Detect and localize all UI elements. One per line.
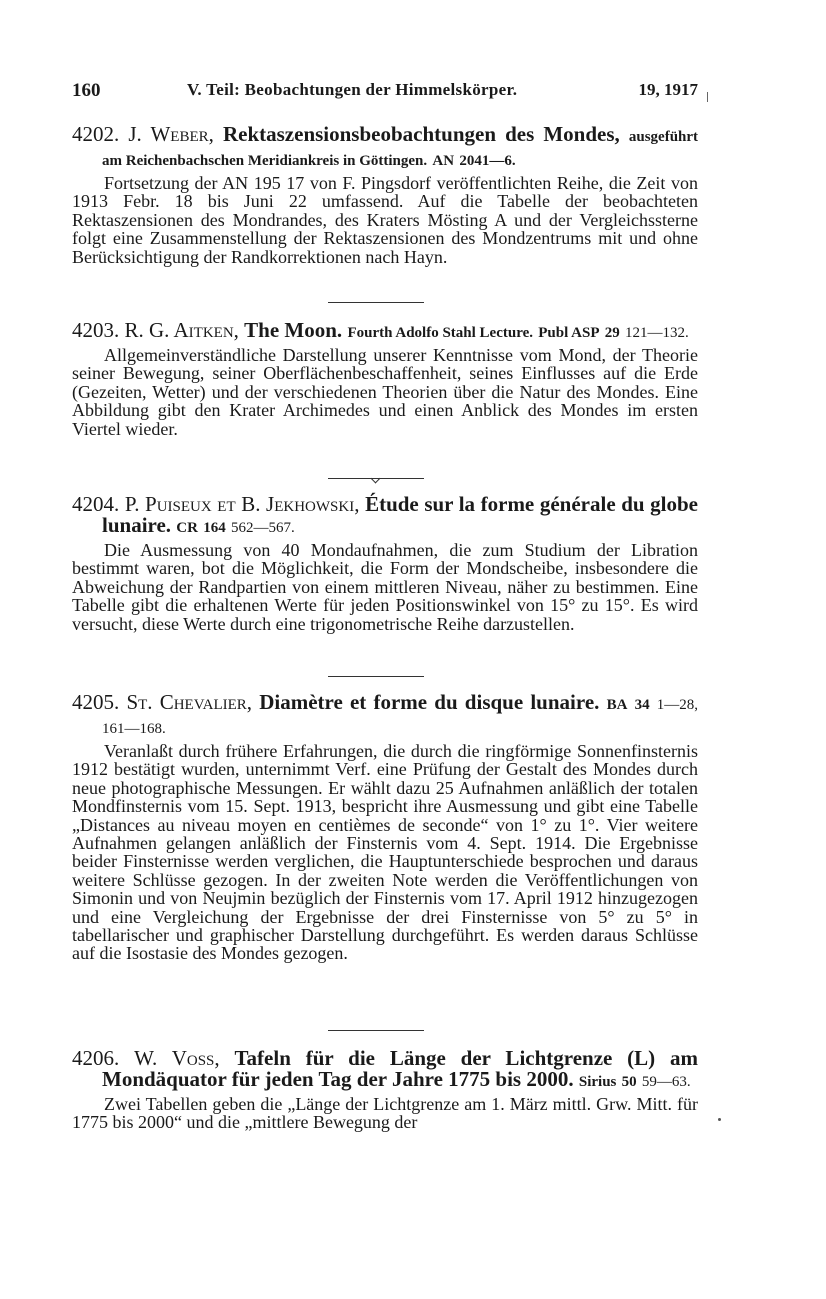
entry-4205 <box>72 692 698 963</box>
entry-abstract: Allgemeinverständliche Darstellung unserer Kenntnisse vom Mond, der Theorie seiner Bewegung, seiner Oberflächenbeschaffenheit, seines Einflusses auf die Erde (Gezeiten, Wetter) und der verschiedenen Theorien über die Natur des Mondes. Eine Abbildung gibt den Krater Archimedes und einen Anblick des Mondes im ersten Viertel wieder. <box>72 345 698 439</box>
entry-ref-journal: Sirius <box>578 1074 617 1090</box>
separator-rule <box>328 1030 424 1031</box>
entry-abstract: Veranlaßt durch frühere Erfahrungen, die durch die ringförmige Sonnenfinsternis 1912 bestätigt wurden, unternimmt Verf. eine Prüfung der Gestalt des Mondes durch neue photographische Messungen. Er wählt dazu 25 Aufnahmen anläßlich der totalen Mondfinsternis vom 15. Sept. 1913, bespricht ihre Ausmessung und gibt eine Tabelle „Distances au niveau moyen en centièmes de seconde“ von 1° zu 1°. Vier weitere Aufnahmen gelangen anläßlich der Finsternis vom 4. Sept. 1914. Die Ergebnisse beider Finsternisse werden verglichen, die Hauptunterschiede besprochen und daraus weitere Schlüsse gezogen. In der zweiten Note werden die Veröffentlichungen von Simonin und von Neujmin bezüglich der Finsternis vom 17. April 1912 hinzugezogen und eine Vergleichung der Ergebnisse der drei Finsternisse von 5° zu 5° in tabellarischer und graphischer Darstellung durchgeführt. Es werden daraus Schlüsse auf die Isostasie des Mondes gezogen. <box>72 741 698 964</box>
entry-abstract: Zwei Tabellen geben die „Länge der Lichtgrenze am 1. März mittl. Grw. Mitt. für 1775 bis 2000“ und die „mittlere Bewegung der <box>72 1094 698 1133</box>
volume-year: 19, 1917 <box>638 80 698 99</box>
separator-rule <box>328 302 424 303</box>
entry-heading <box>72 1048 698 1093</box>
entry-ref-journal: CR <box>176 520 198 536</box>
entry-ref-volume: 164 <box>203 520 226 536</box>
entry-4204 <box>72 494 698 633</box>
entry-ref-volume: 34 <box>634 697 650 713</box>
entry-ref-pages: 562—567. <box>230 520 295 536</box>
entry-title: Étude sur la forme générale du globe lunaire. <box>102 492 699 537</box>
entry-ref-volume: 50 <box>621 1074 637 1090</box>
entry-number: 4203. <box>72 318 120 342</box>
page-number: 160 <box>72 80 101 101</box>
entry-title: Rektaszensionsbeobachtungen des Mondes, <box>222 122 620 146</box>
entry-heading <box>72 124 698 172</box>
entry-heading <box>72 692 698 740</box>
entry-number: 4204. <box>72 492 120 516</box>
entry-heading <box>72 494 698 539</box>
entry-ref-volume: 204 <box>459 153 482 169</box>
entry-title: Tafeln für die Länge der Lichtgrenze (L) am Mondäquator für jeden Tag der Jahre 1775 bis 2000. <box>102 1046 699 1091</box>
entry-ref-pages: 121—132. <box>625 325 689 341</box>
entry-author: J. Weber, <box>128 122 214 146</box>
entry-4202 <box>72 124 698 266</box>
entry-number: 4202. <box>72 122 120 146</box>
entry-4206 <box>72 1048 698 1132</box>
entry-ref-journal: Publ ASP <box>538 325 600 341</box>
stray-ink-mark <box>718 1118 721 1121</box>
separator-rule <box>328 478 424 479</box>
entry-ref-pages: 1—28, 161—168. <box>102 697 699 737</box>
entry-author: P. Puiseux et B. Jekhowski, <box>124 492 360 516</box>
running-title: V. Teil: Beobachtungen der Himmelskörper. <box>187 80 518 99</box>
entry-author: R. G. Aitken, <box>124 318 239 342</box>
entry-number: 4206. <box>72 1046 120 1070</box>
entry-title: The Moon. <box>244 318 343 342</box>
entry-author: W. Voss, <box>134 1046 220 1070</box>
entry-title: Diamètre et forme du disque lunaire. <box>259 690 600 714</box>
separator-rule <box>328 676 424 677</box>
entry-subtitle: ausgeführt am Reichenbachschen Meridiankreis in Göttingen. <box>102 129 699 169</box>
entry-number: 4205. <box>72 690 120 714</box>
entry-ref-pages: 59—63. <box>641 1074 691 1090</box>
page-header <box>72 76 698 106</box>
entry-ref-journal: AN <box>432 153 455 169</box>
entry-abstract: Die Ausmessung von 40 Mondaufnahmen, die zum Studium der Libration bestimmt waren, bot die Möglichkeit, die Form der Mondscheibe, insbesondere die Abweichung der Randpartien von einem mittleren Niveau, näher zu bestimmen. Eine Tabelle gibt die erhaltenen Werte für jeden Positionswinkel von 15° zu 15°. Es wird versucht, diese Werte durch eine trigonometrische Reihe darzustellen. <box>72 540 698 634</box>
entry-author: St. Chevalier, <box>126 690 253 714</box>
entry-ref-pages: 1—6. <box>481 153 516 169</box>
entry-subtitle: Fourth Adolfo Stahl Lecture. <box>347 325 533 341</box>
entry-ref-volume: 29 <box>604 325 620 341</box>
entry-ref-journal: BA <box>606 697 628 713</box>
entry-abstract: Fortsetzung der AN 195 17 von F. Pingsdorf veröffentlichten Reihe, die Zeit von 1913 Febr. 18 bis Juni 22 umfassend. Auf die Tabelle der beobachteten Rektaszensionen des Mondrandes, des Kraters Mösting A und der Vergleichssterne folgt eine Zusammenstellung der Rektaszensionen des Mondzentrums mit und ohne Berücksichtigung der Randkorrektionen nach Hayn. <box>72 173 698 267</box>
entry-4203 <box>72 320 698 438</box>
margin-mark <box>707 92 708 102</box>
entry-heading <box>72 320 698 344</box>
